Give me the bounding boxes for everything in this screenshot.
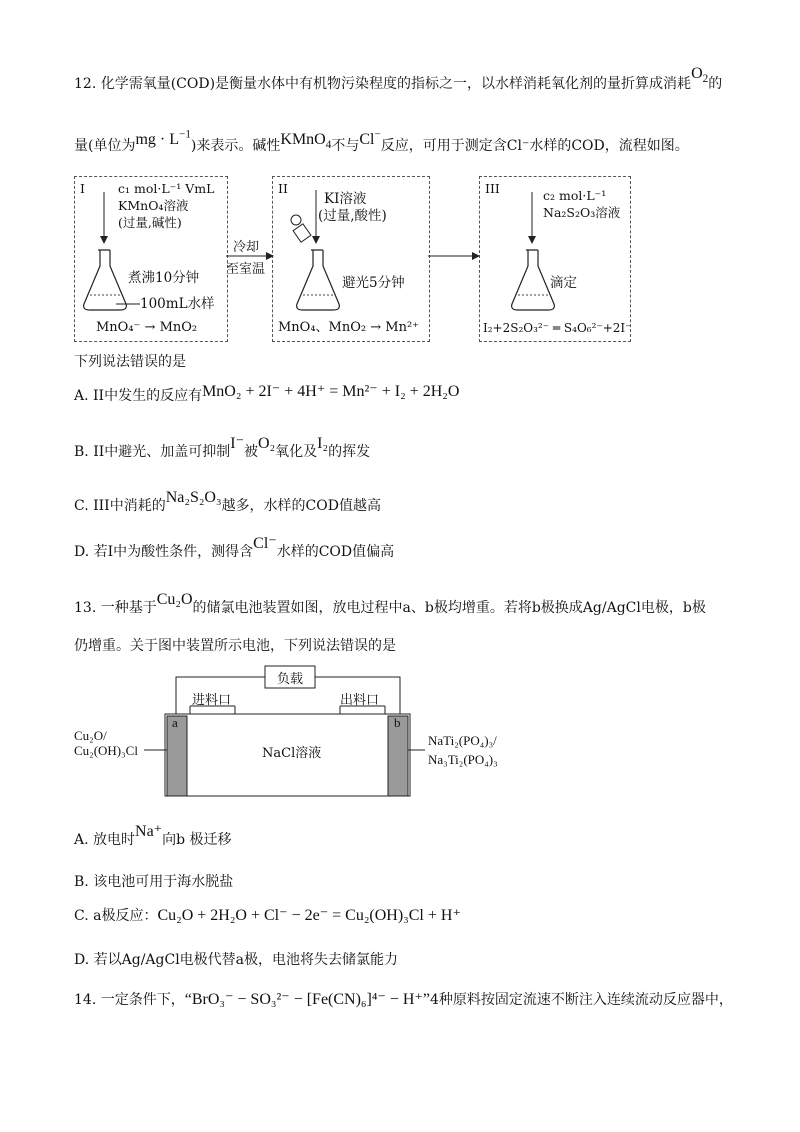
unit-formula: mg · $L^{-1}$ <box>135 128 191 148</box>
step1-reagent-cond: (过量,碱性) <box>118 215 182 230</box>
electrode-b-material-2: Na₃Ti₂(PO₄)₃ <box>428 752 498 767</box>
step2-number: II <box>278 181 288 196</box>
q12-stem: 下列说法错误的是 <box>74 354 186 370</box>
step2-reagent-cond: (过量,酸性) <box>318 208 387 224</box>
step3-reagent-name: Na₂S₂O₃溶液 <box>543 205 621 220</box>
q13-line2: 仍增重。关于图中装置所示电池，下列说法错误的是 <box>74 638 396 654</box>
o2-formula: $O_2$ <box>691 65 709 86</box>
electrode-a-material-1: Cu₂O/ <box>74 728 107 743</box>
kmno4-formula: KMnO$_4$ <box>280 131 332 152</box>
battery-graphics <box>0 650 800 820</box>
q12-option-d: D. 若I中为酸性条件，测得含Cl⁻水样的COD值偏高 <box>74 535 395 560</box>
step1-sample: 100mL水样 <box>140 296 215 312</box>
q14-line1: 14. 一定条件下，“BrO₃⁻ − SO₃²⁻ − [Fe(CN)₆]⁴⁻ − H⁺”4种原料按固定流速不断注入连续流动反应器中， <box>74 991 733 1008</box>
q12-line1: 12. 化学需氧量(COD)是衡量水体中有机物污染程度的指标之一，以水样消耗氧化剂的量折算成消耗$O_2$的 <box>74 65 723 92</box>
step3-equation: I₂+2S₂O₃²⁻ ═ S₄O₆²⁻+2I⁻ <box>483 321 632 335</box>
step3-operation: 滴定 <box>550 275 577 291</box>
q12-option-a: A. II中发生的反应有MnO₂ + 2I⁻ + 4H⁺ = Mn²⁻ + I₂ + 2H₂O <box>74 383 460 404</box>
q14-formula: “BrO₃⁻ − SO₃²⁻ − [Fe(CN)₆]⁴⁻ − H⁺” <box>184 991 430 1008</box>
electrolyte-label: NaCl溶液 <box>262 746 322 761</box>
electrode-a-material-2: Cu₂(OH)₃Cl <box>74 743 138 758</box>
q13-c-equation: Cu₂O + 2H₂O + Cl⁻ − 2e⁻ = Cu₂(OH)₃Cl + H⁺ <box>157 907 461 924</box>
load-label: 负载 <box>277 672 304 687</box>
q13-line1: 13. 一种基于Cu₂O的储氯电池装置如图，放电过程中a、b极均增重。若将b极换成Ag/AgCl电极，b极 <box>74 591 706 616</box>
q13-option-b: B. 该电池可用于海水脱盐 <box>74 874 234 890</box>
step1-reagent-conc: c₁ mol·L⁻¹ VmL <box>118 181 215 196</box>
q12-line2: 量(单位为mg · $L^{-1}$)来表示。碱性KMnO$_4$不与Cl−反应，可用于测定含Cl⁻水样的COD，流程如图。 <box>74 128 689 154</box>
step3-number: III <box>485 181 500 196</box>
q13-option-d: D. 若以Ag/AgCl电极代替a极，电池将失去储氯能力 <box>74 952 399 968</box>
step1-equation: MnO₄⁻ → MnO₂ <box>96 320 198 335</box>
diagram-graphics <box>0 0 800 360</box>
step2-equation: MnO₄、MnO₂ → Mn²⁺ <box>278 320 420 335</box>
cool-label: 冷却 <box>233 240 260 255</box>
step3-reagent-conc: c₂ mol·L⁻¹ <box>543 188 607 203</box>
option-a-equation: MnO₂ + 2I⁻ + 4H⁺ = Mn²⁻ + I₂ + 2H₂O <box>202 383 460 400</box>
step2-operation: 避光5分钟 <box>342 275 405 291</box>
step2-reagent-name: KI溶液 <box>324 191 367 207</box>
q13-option-c: C. a极反应：Cu₂O + 2H₂O + Cl⁻ − 2e⁻ = Cu₂(OH)₃Cl + H⁺ <box>74 907 461 924</box>
inlet-label: 进料口 <box>192 693 232 708</box>
electrode-b-material-1: NaTi₂(PO₄)₃/ <box>428 733 497 748</box>
q12-option-c: C. III中消耗的Na₂S₂O₃越多，水样的COD值越高 <box>74 489 381 514</box>
step1-operation: 煮沸10分钟 <box>128 270 200 286</box>
cl-formula: Cl− <box>359 128 381 148</box>
step1-number: I <box>80 181 85 196</box>
room-temp-label: 至室温 <box>226 262 266 277</box>
step1-reagent-name: KMnO₄溶液 <box>118 198 189 213</box>
electrode-a-label: a <box>172 715 178 730</box>
q12-option-b: B. II中避光、加盖可抑制I⁻被O₂氧化及I₂的挥发 <box>74 435 371 460</box>
q13-option-a: A. 放电时Na⁺向b 极迁移 <box>74 823 232 848</box>
outlet-label: 出料口 <box>340 693 380 708</box>
electrode-b-label: b <box>394 715 401 730</box>
